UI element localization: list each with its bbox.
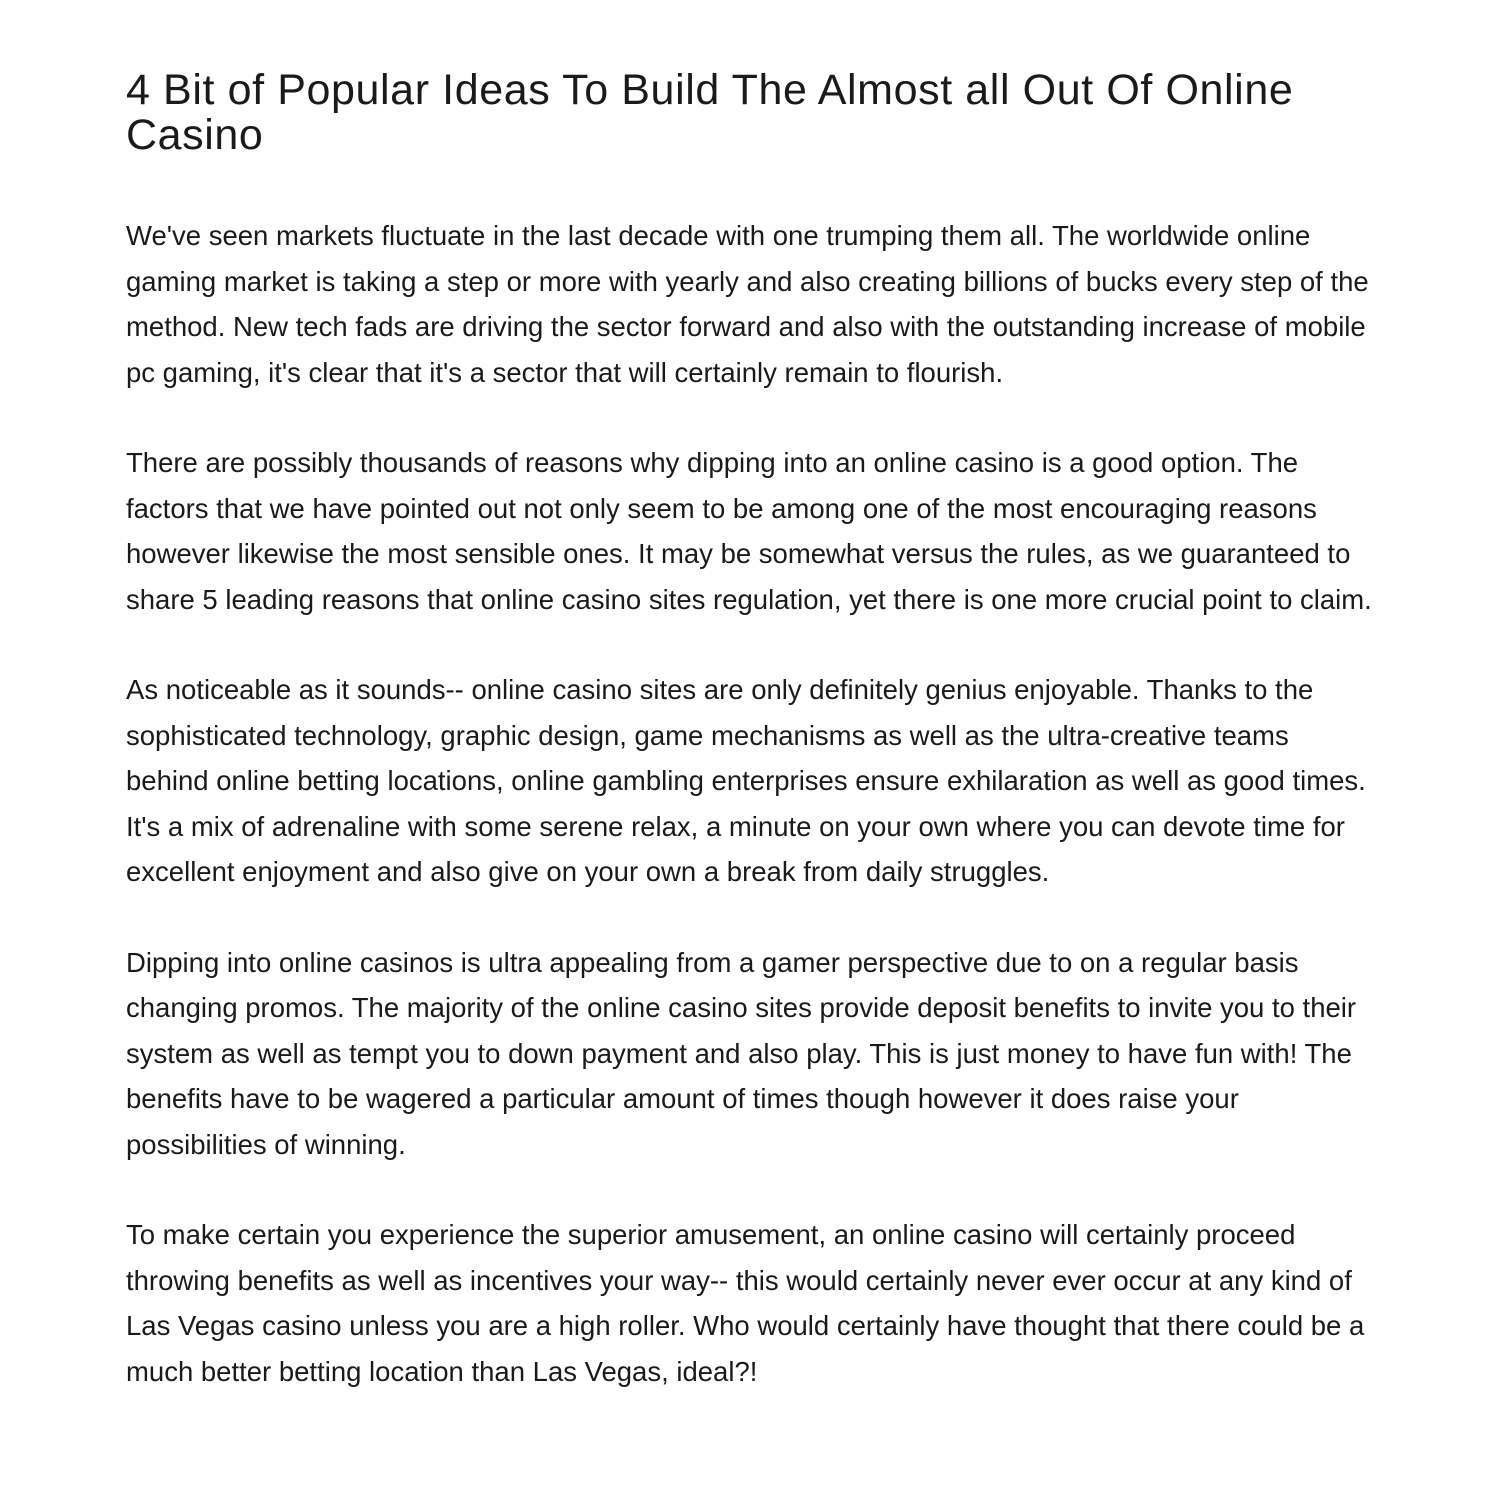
paragraph-4: Dipping into online casinos is ultra appealing from a gamer perspective due to on a regular basis changing promos. The majority of the online casino sites provide deposit benefits to invite you to their system as well as tempt you to down payment and also play. This is just money to have fun with! The benefits have to be wagered a particular amount of times though however it does raise your possibilities of winning. [126,946,1357,1160]
paragraph-3: As noticeable as it sounds-- online casino sites are only definitely genius enjoyable. Thanks to the sophisticated technology, graphic design, game mechanisms as well as the ultra-creative teams behind online betting locations, online gambling enterprises ensure exhilaration as well as good times. It's a mix of adrenaline with some serene relax, a minute on your own where you can devote time for excellent enjoyment and also give on your own a break from daily struggles. [126,674,1366,887]
document-content [126,68,1376,1394]
document-title: 4 Bit of Popular Ideas To Build The Almost all Out Of Online Casino [126,66,1294,159]
paragraph-5: To make certain you experience the superior amusement, an online casino will certainly proceed throwing benefits as well as incentives your way-- this would certainly never ever occur at any kind of Las Vegas casino unless you are a high roller. Who would certainly have thought that there could be a much better betting location than Las Vegas, ideal?! [126,1219,1365,1387]
paragraph-1: We've seen markets fluctuate in the last decade with one trumping them all. The worldwide online gaming market is taking a step or more with yearly and also creating billions of bucks every step of the method. New tech fads are driving the sector forward and also with the outstanding increase of mobile pc gaming, it's clear that it's a sector that will certainly remain to flourish. [126,220,1369,388]
paragraph-2: There are possibly thousands of reasons why dipping into an online casino is a good option. The factors that we have pointed out not only seem to be among one of the most encouraging reasons however likewise the most sensible ones. It may be somewhat versus the rules, as we guaranteed to share 5 leading reasons that online casino sites regulation, yet there is one more crucial point to claim. [126,447,1372,615]
